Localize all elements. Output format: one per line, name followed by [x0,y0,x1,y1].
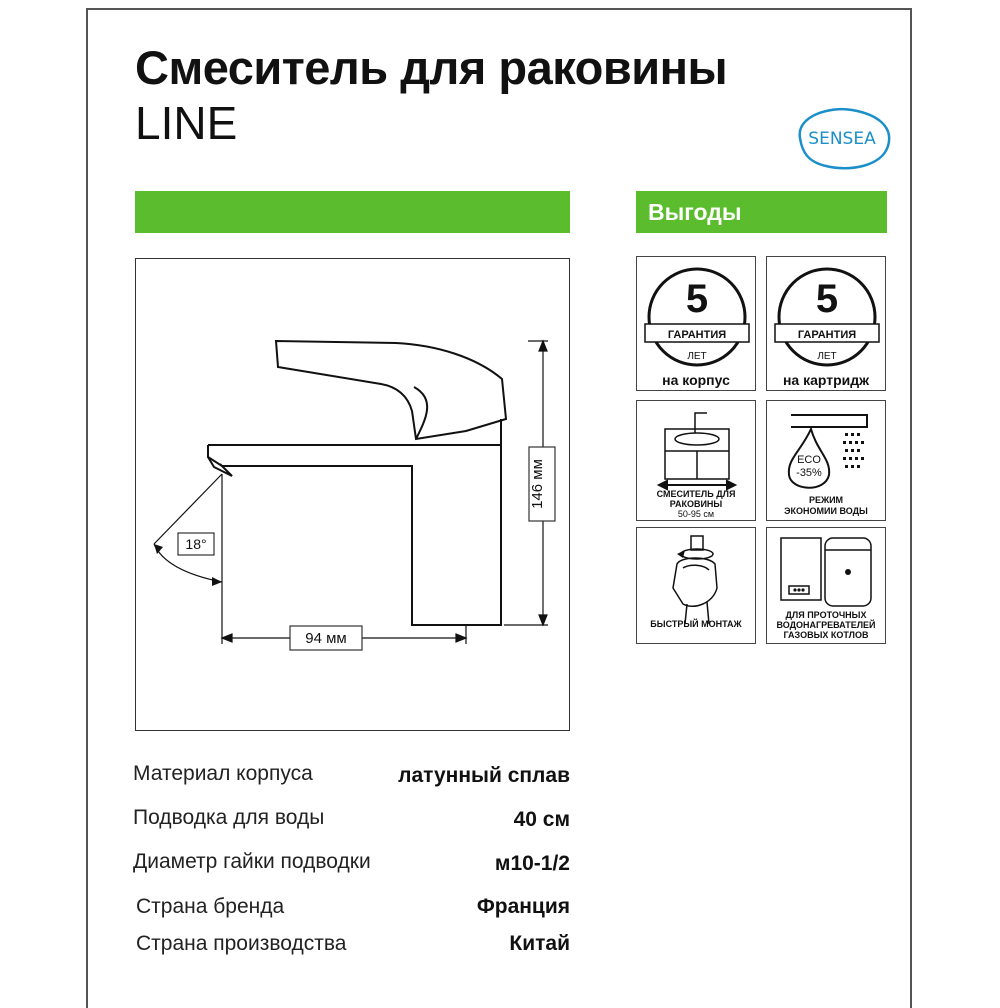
svg-text:ГАРАНТИЯ: ГАРАНТИЯ [667,329,727,341]
benefit-eco-mode [766,400,886,521]
spec-label: Диаметр гайки подводки [133,850,371,873]
svg-text:5: 5 [685,277,709,321]
benefits-heading: Выгоды [636,191,887,233]
product-line-name: LINE [135,97,238,149]
brand-logo [790,102,894,174]
spec-label: Материал корпуса [133,762,313,785]
benefit-water-heaters [766,527,886,644]
height-dimension-label: 146 мм [529,459,546,509]
technical-drawing [135,258,570,731]
benefit-caption: на картридж [782,372,870,388]
page-title: Смеситель для раковины [135,41,728,94]
svg-text:-35%: -35% [796,467,822,479]
svg-text:ГАРАНТИЯ: ГАРАНТИЯ [797,329,857,341]
reach-dimension-label: 94 мм [305,630,347,647]
benefit-caption: ДЛЯ ПРОТОЧНЫХ ВОДОНАГРЕВАТЕЛЕЙ ГАЗОВЫХ КОТЛОВ [776,610,876,640]
spec-label: Страна производства [136,932,347,955]
spec-label: Страна бренда [136,895,285,918]
svg-text:ECO: ECO [797,454,821,466]
svg-text:ЛЕТ: ЛЕТ [687,351,707,362]
benefit-caption: БЫСТРЫЙ МОНТАЖ [650,619,742,629]
spec-value: 40 см [513,808,570,831]
svg-text:5: 5 [815,277,839,321]
svg-text:ЛЕТ: ЛЕТ [817,351,837,362]
drawing-header-bar [135,191,570,233]
benefit-quick-install [636,527,756,644]
angle-dimension-label: 18° [185,536,207,552]
benefit-warranty-body [636,256,756,391]
benefit-caption: РЕЖИМ ЭКОНОМИИ ВОДЫ [784,495,868,516]
spec-value: латунный сплав [398,764,570,787]
faucet-drawing [136,259,571,732]
benefit-caption: СМЕСИТЕЛЬ ДЛЯ РАКОВИНЫ 50-95 см [656,489,736,519]
benefit-sink-size [636,400,756,521]
spec-value: м10-1/2 [494,852,570,875]
brand-logo-text: SENSEA [808,129,876,149]
spec-value: Китай [509,932,570,955]
benefit-caption: на корпус [662,372,730,388]
spec-label: Подводка для воды [133,806,325,829]
benefit-warranty-cartridge [766,256,886,391]
spec-value: Франция [476,895,570,918]
